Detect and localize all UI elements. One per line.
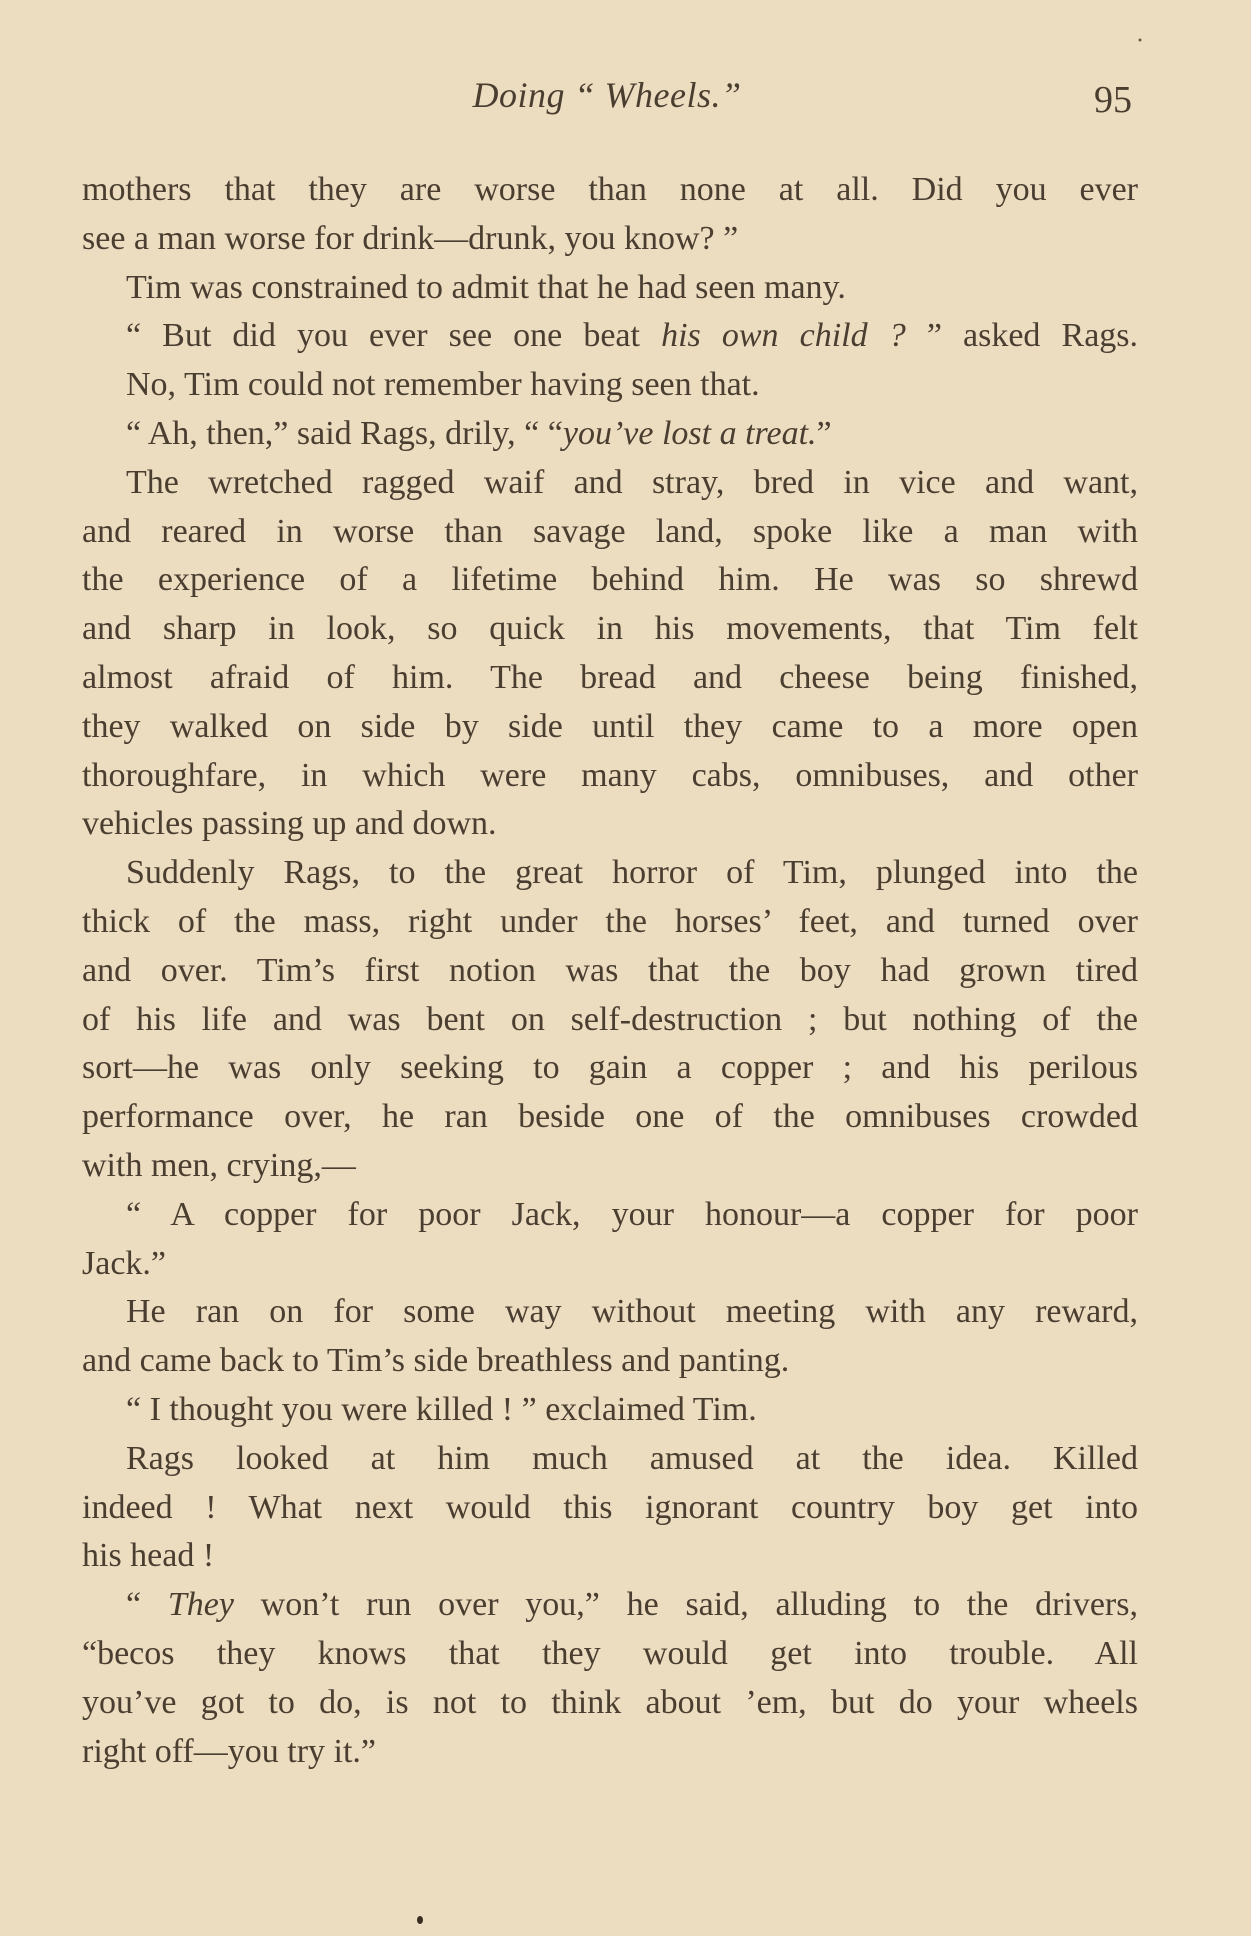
text-line: “ A copper for poor Jack, your honour—a copper for poor	[126, 1195, 1138, 1233]
text-line: “becos they knows that they would get into trouble. All	[82, 1634, 1138, 1672]
italic-emphasis: his own child ?	[661, 317, 906, 355]
text-line: and came back to Tim’s side breathless and panting.	[82, 1342, 790, 1380]
text-line: and reared in worse than savage land, spoke like a man with	[82, 512, 1138, 550]
text-line: Tim was constrained to admit that he had seen many.	[126, 268, 846, 306]
text-line: they walked on side by side until they came to a more open	[82, 707, 1138, 745]
ink-speck	[417, 1916, 423, 1924]
text-line: mothers that they are worse than none at all. Did you ever	[82, 171, 1138, 208]
text-line: see a man worse for drink—drunk, you know? ”	[82, 219, 739, 257]
ink-speck	[1139, 39, 1142, 42]
text-line: sort—he was only seeking to gain a copper ; and his perilous	[82, 1049, 1138, 1087]
text-line: He ran on for some way without meeting with any reward,	[126, 1293, 1138, 1331]
text-line: vehicles passing up and down.	[82, 805, 497, 843]
text-line: almost afraid of him. The bread and cheese being finished,	[82, 658, 1138, 696]
text-line: “ I thought you were killed ! ” exclaimed Tim.	[126, 1390, 757, 1428]
text-run: won’t run over you,” he said, alluding to the drivers,	[233, 1586, 1138, 1624]
text-run: ” asked Rags.	[905, 317, 1138, 355]
text-line: Jack.”	[82, 1244, 167, 1282]
text-run: “ Ah, then,” said Rags, drily, “ “	[126, 414, 563, 452]
text-line: thick of the mass, right under the horses’ feet, and turned over	[82, 902, 1138, 940]
text-run: “ But did you ever see one beat	[126, 317, 662, 355]
text-line: the experience of a lifetime behind him. He was so shrewd	[82, 561, 1138, 599]
text-line: No, Tim could not remember having seen that.	[126, 366, 760, 404]
text-run: “	[126, 1586, 168, 1624]
page-number: 95	[1094, 79, 1132, 121]
text-line: Suddenly Rags, to the great horror of Tim, plunged into the	[126, 854, 1138, 892]
text-run: ”	[816, 414, 832, 452]
text-line: The wretched ragged waif and stray, bred in vice and want,	[126, 463, 1138, 501]
text-line: right off—you try it.”	[82, 1732, 376, 1770]
italic-emphasis: you’ve lost a treat.	[562, 414, 817, 452]
text-line: with men, crying,—	[82, 1146, 356, 1184]
text-line: Rags looked at him much amused at the idea. Killed	[126, 1439, 1138, 1477]
text-line: you’ve got to do, is not to think about ’em, but do your wheels	[82, 1683, 1138, 1721]
text-line: thoroughfare, in which were many cabs, omnibuses, and other	[82, 756, 1138, 794]
running-title: Doing “ Wheels.”	[472, 75, 742, 115]
text-line: of his life and was bent on self-destruction ; but nothing of the	[82, 1000, 1138, 1038]
text-line: and over. Tim’s first notion was that the boy had grown tired	[82, 951, 1138, 989]
text-line: indeed ! What next would this ignorant country boy get into	[82, 1488, 1138, 1526]
text-line: and sharp in look, so quick in his movements, that Tim felt	[82, 610, 1138, 648]
italic-emphasis: They	[167, 1586, 234, 1624]
text-line: performance over, he ran beside one of the omnibuses crowded	[82, 1098, 1138, 1136]
text-line: his head !	[82, 1537, 215, 1575]
